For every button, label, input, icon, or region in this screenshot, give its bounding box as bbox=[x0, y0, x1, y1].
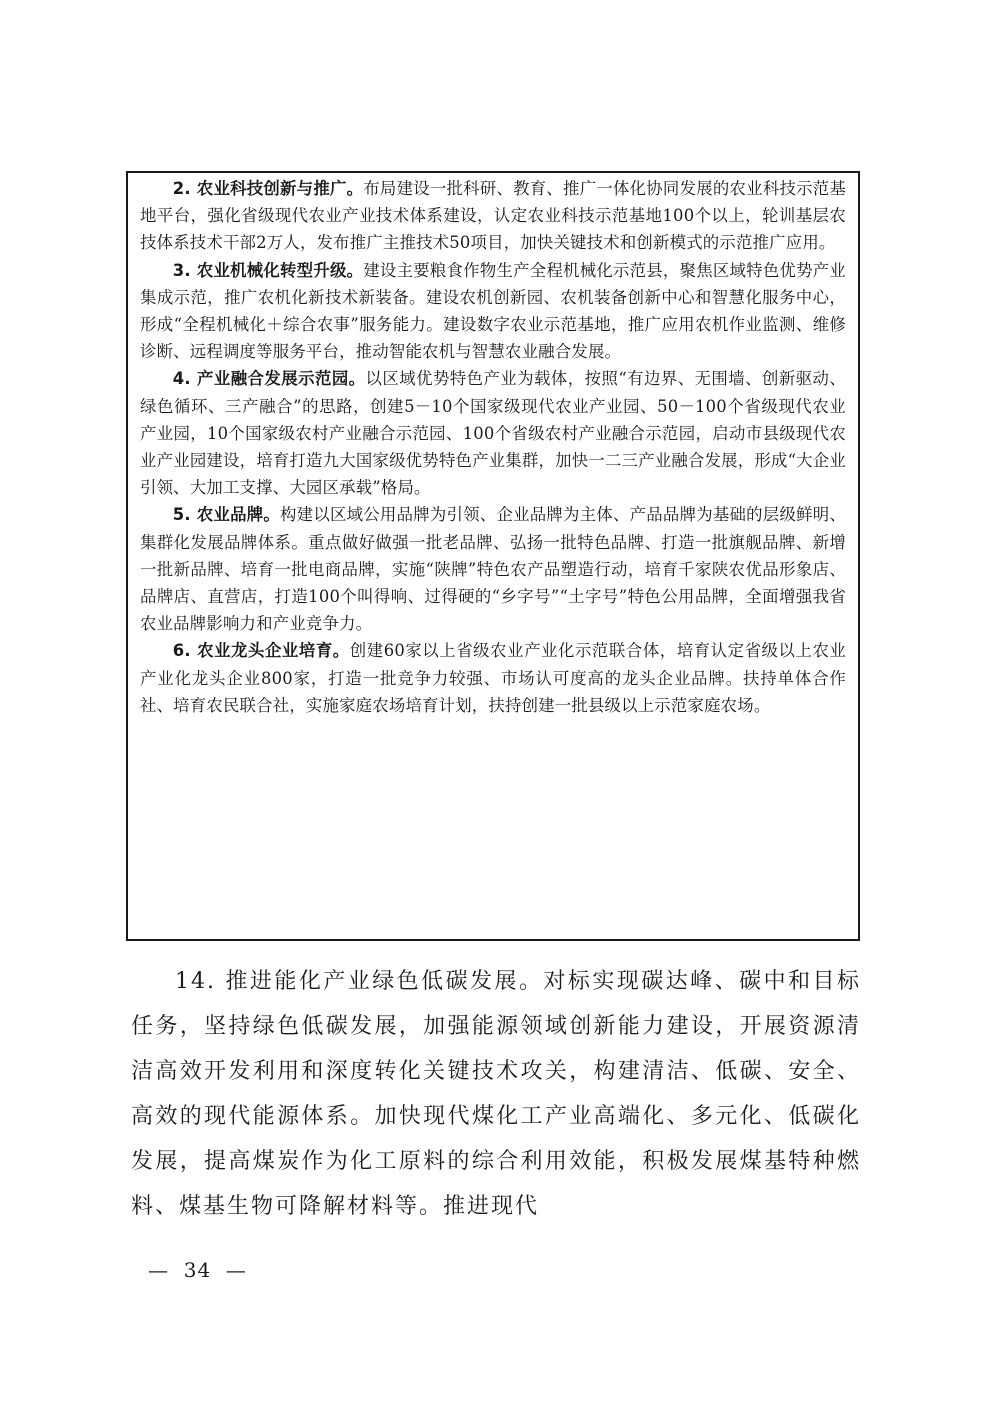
box-item-text: 创建60家以上省级农业产业化示范联合体，培育认定省级以上农业产业化龙头企业800家，打造一批竞争力较强、市场认可度高的龙头企业品牌。扶持单体合作社、培育农民联合社，实施家庭农场培育计划，扶持创建一批县级以上示范家庭农场。 bbox=[140, 641, 846, 715]
box-item-industry-park bbox=[140, 365, 846, 501]
box-item-brand bbox=[140, 501, 846, 637]
box-item-title: 4. 产业融合发展示范园。 bbox=[172, 369, 366, 389]
box-item-agri-tech bbox=[140, 175, 846, 257]
box-item-leading-enterprise bbox=[140, 637, 846, 719]
page-number: — 34 — bbox=[148, 1258, 247, 1282]
box-item-text: 建设主要粮食作物生产全程机械化示范县，聚焦区域特色优势产业集成示范，推广农机化新技术新装备。建设农机创新园、农机装备创新中心和智慧化服务中心，形成“全程机械化＋综合农事”服务能力。建设数字农业示范基地，推广应用农机作业监测、维修诊断、远程调度等服务平台，推动智能农机与智慧农业融合发展。 bbox=[140, 260, 847, 362]
box-item-title: 3. 农业机械化转型升级。 bbox=[172, 260, 364, 280]
box-item-text: 以区域优势特色产业为载体，按照“有边界、无围墙、创新驱动、绿色循环、三产融合”的思路，创建5－10个国家级现代农业产业园、50－100个省级现代农业产业园，10个国家级农村产业融合示范园、100个省级农村产业融合示范园，启动市县级现代农业产业园建设，培育打造九大国家级优势特色产业集群，加快一二三产业融合发展，形成“大企业引领、大加工支撑、大园区承载”格局。 bbox=[140, 369, 846, 498]
main-paragraph: 14. 推进能化产业绿色低碳发展。对标实现碳达峰、碳中和目标任务，坚持绿色低碳发展，加强能源领域创新能力建设，开展资源清洁高效开发利用和深度转化关键技术攻关，构建清洁、低碳、安全、高效的现代能源体系。加快现代煤化工产业高端化、多元化、低碳化发展，提高煤炭作为化工原料的综合利用效能，积极发展煤基特种燃料、煤基生物可降解材料等。推进现代 bbox=[131, 969, 861, 1219]
info-box bbox=[126, 171, 860, 941]
box-item-title: 5. 农业品牌。 bbox=[172, 505, 281, 525]
box-item-text: 构建以区域公用品牌为引领、企业品牌为主体、产品品牌为基础的层级鲜明、集群化发展品牌体系。重点做好做强一批老品牌、弘扬一批特色品牌、打造一批旗舰品牌、新增一批新品牌、培育一批电商品牌，实施“陕牌”特色农产品塑造行动，培育千家陕农优品形象店、品牌店、直营店，打造100个叫得响、过得硬的“乡字号”“土字号”特色公用品牌，全面增强我省农业品牌影响力和产业竞争力。 bbox=[140, 505, 846, 634]
box-item-title: 2. 农业科技创新与推广。 bbox=[172, 179, 364, 198]
box-item-mechanization bbox=[140, 257, 846, 366]
box-item-title: 6. 农业龙头企业培育。 bbox=[172, 641, 350, 661]
box-item-text: 布局建设一批科研、教育、推广一体化协同发展的农业科技示范基地平台，强化省级现代农业产业技术体系建设，认定农业科技示范基地100个以上，轮训基层农技体系技术干部2万人，发布推广主推技术50项目，加快关键技术和创新模式的示范推广应用。 bbox=[140, 179, 847, 253]
